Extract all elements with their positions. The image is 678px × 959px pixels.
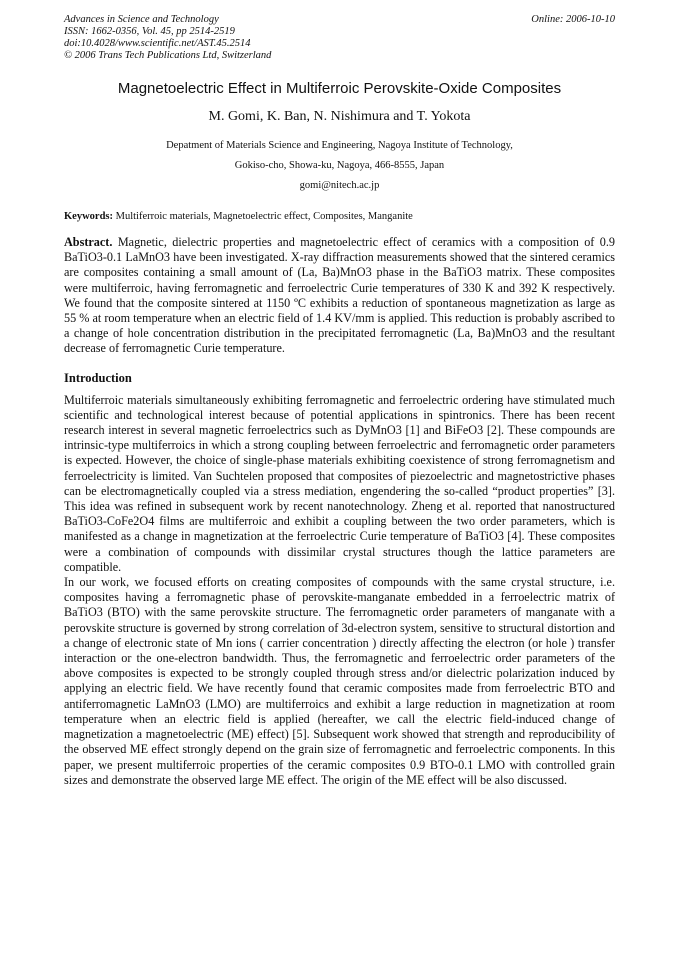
online-date: Online: 2006-10-10 (531, 14, 615, 25)
keywords-label: Keywords: (64, 211, 113, 222)
affiliation-line-2: Gokiso-cho, Showa-ku, Nagoya, 466-8555, Japan (234, 160, 445, 171)
journal-copyright: © 2006 Trans Tech Publications Ltd, Switzerland (64, 50, 272, 61)
paper-authors: M. Gomi, K. Ban, N. Nishimura and T. Yokota (208, 109, 471, 124)
affiliation (64, 136, 615, 196)
introduction-paragraph-2: In our work, we focused efforts on creating composites of compounds with the same crystal structure, i.e. composites having a ferromagnetic phase of perovskite-manganate embedded in a ferroelectric matrix of BaTiO3 (BTO) with the same perovskite structure. The ferromagnetic order parameters of manganate with a perovskite structure is governed by strong correlation of 3d-electron system, sensitive to structural distortion and a change of electronic state of Mn ions ( carrier concentration ) directly affecting the electron (or hole ) transfer interaction or the one-electron bandwidth. Thus, the ferromagnetic and ferroelectric order parameters of the above composites is expected to be strongly coupled through stress and/or dielectric polarization induced by applying an electric field. We have recently found that ceramic composites made from ferroelectric BTO and antiferromagnetic LaMnO3 (LMO) are multiferroics and exhibit a large reduction in magnetization at room temperature when an electric field is applied (hereafter, we call the electric field-induced change of magnetization a magnetoelectric (ME) effect) [5]. Subsequent work showed that strength and reproducibility of the observed ME effect strongly depend on the grain size of ferromagnetic and ferroelectric components. In this paper, we present multiferroic properties of the ceramic composites 0.9 BTO-0.1 LMO with controlled grain sizes and demonstrate the observed large ME effect. The origin of the ME effect will be also discussed. (64, 575, 615, 787)
abstract-label: Abstract. (64, 235, 113, 249)
author-email: gomi@nitech.ac.jp (299, 180, 380, 191)
journal-name: Advances in Science and Technology (64, 14, 219, 25)
journal-header (64, 14, 615, 62)
keywords (64, 210, 615, 223)
abstract (64, 235, 615, 357)
keywords-text: Multiferroic materials, Magnetoelectric effect, Composites, Manganite (113, 211, 413, 222)
section-heading-introduction: Introduction (64, 370, 132, 385)
abstract-text: Magnetic, dielectric properties and magnetoelectric effect of ceramics with a composition of 0.9 BaTiO3-0.1 LaMnO3 have been investigated. X-ray diffraction measurements showed that the sintered ceramics are composites containing a small amount of (La, Ba)MnO3 phase in the BaTiO3 matrix. These composites were multiferroic, having ferromagnetic and ferroelectric Curie temperatures of 330 K and 392 K respectively. We found that the composite sintered at 1150 ºC exhibits a reduction of spontaneous magnetization as large as 55 % at room temperature when an electric field of 1.4 KV/mm is applied. This reduction is probably ascribed to a change of hole concentration distribution in the precipitated ferromagnetic (La, Ba)MnO3 and the resultant decrease of ferromagnetic Curie temperature. (64, 235, 615, 356)
journal-doi: doi:10.4028/www.scientific.net/AST.45.2514 (64, 38, 251, 49)
paper-title: Magnetoelectric Effect in Multiferroic Perovskite-Oxide Composites (117, 80, 562, 97)
journal-issn: ISSN: 1662-0356, Vol. 45, pp 2514-2519 (64, 26, 235, 37)
affiliation-line-1: Depatment of Materials Science and Engineering, Nagoya Institute of Technology, (166, 140, 513, 151)
introduction-paragraph-1: Multiferroic materials simultaneously exhibiting ferromagnetic and ferroelectric ordering have stimulated much scientific and technological interest because of potential applications in spintronics. There has been recent research interest in several magnetic ferroelectrics such as DyMnO3 [1] and BiFeO3 [2]. These compounds are intrinsic-type multiferroics in which a strong coupling between ferroelectric and ferromagnetic order parameters is expected. However, the choice of single-phase materials exhibiting coexistence of strong ferromagnetism and ferroelectricity is limited. Van Suchtelen proposed that composites of piezoelectric and magnetostrictive phases can be electromagnetically coupled via a stress mediation, engendering the so-called “product properties” [3]. This idea was refined in subsequent work by recent nanotechnology. Zheng et al. reported that nanostructured BaTiO3-CoFe2O4 films are multiferroic and exhibit a coupling between the two order parameters, which is manifested as a change in magnetization at the ferroelectric Curie temperature of BaTiO3 [4]. These composites were a combination of compounds with dissimilar crystal structures though the lattice parameters are compatible. (64, 392, 615, 574)
